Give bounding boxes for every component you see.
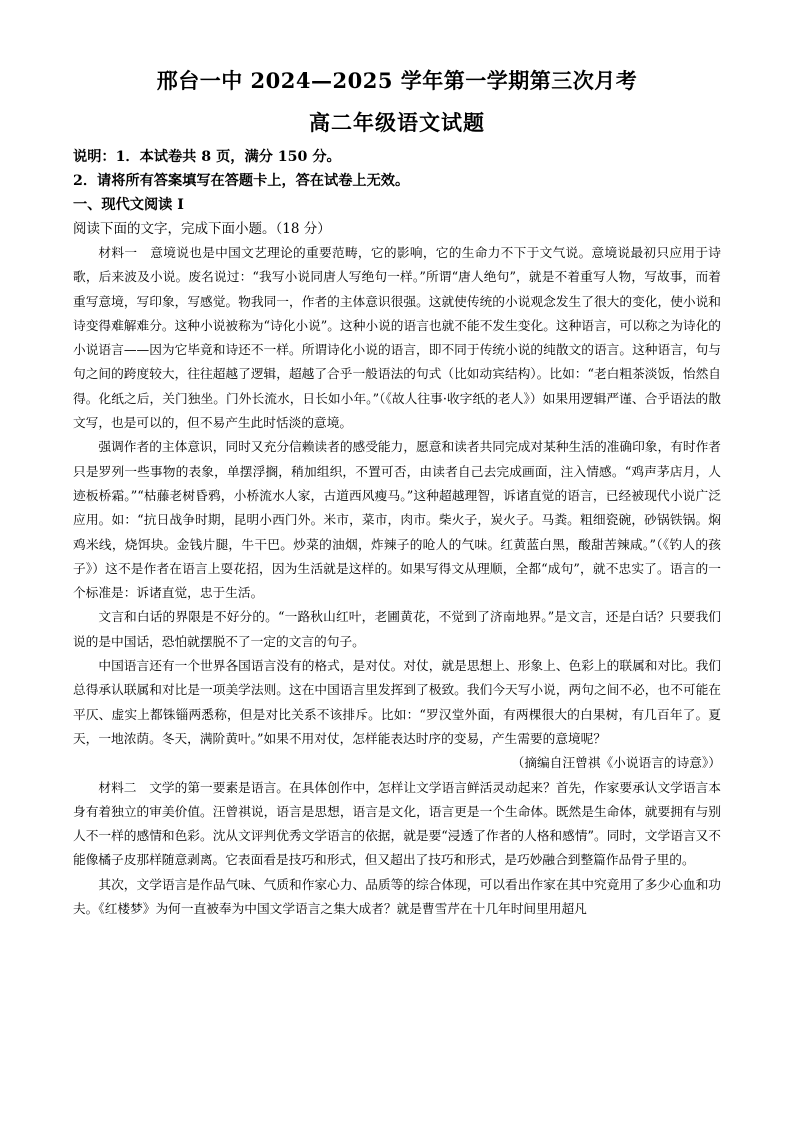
passage-source: （摘编自汪曾祺《小说语言的诗意》） <box>511 755 721 771</box>
instruction-line-2: 2．请将所有答案填写在答题卡上，答在试卷上无效。 <box>73 173 410 189</box>
passage-paragraph-2: 强调作者的主体意识，同时又充分信赖读者的感受能力，愿意和读者共同完成对某种生活的准确印象，有时作者只是罗列一些事物的表象，单摆浮搁，稍加组织，不置可否，由读者自己去完成画面，注入情感。“鸡声茅店月，人迹板桥霜。”“枯藤老树昏鸦，小桥流水人家，古道西风瘦马。”这种超越理智，诉诸直觉的语言，已经被现代小说广泛应用。如：“抗日战争时期，昆明小西门外。米市，菜市，肉市。柴火子，炭火子。马粪。粗细瓷碗，砂锅铁锅。焖鸡米线，烧饵块。金钱片腿，牛干巴。炒菜的油烟，炸辣子的呛人的气味。红黄蓝白黑，酸甜苦辣咸。”（《钓人的孩子》）这不是作者在语言上耍花招，因为生活就是这样的。如果写得文从理顺，全都“成句”，就不忠实了。语言的一个标准是：诉诸直觉，忠于生活。 <box>73 439 721 601</box>
instruction-line-1: 说明：1．本试卷共 8 页，满分 150 分。 <box>73 149 341 165</box>
exam-body <box>73 145 721 921</box>
section-heading: 一、现代文阅读 I <box>73 197 184 213</box>
passage-paragraph-4: 中国语言还有一个世界各国语言没有的格式，是对仗。对仗，就是思想上、形象上、色彩上的联属和对比。我们总得承认联属和对比是一项美学法则。这在中国语言里发挥到了极致。我们今天写小说，两句之间不必，也不可能在平仄、虚实上都铢锱两悉称，但是对比关系不该排斥。比如：“罗汉堂外面，有两棵很大的白果树，有几百年了。夏天，一地浓荫。冬天，满阶黄叶。”如果不用对仗，怎样能表达时序的变易，产生需要的意境呢？ <box>73 658 721 746</box>
exam-title: 邢台一中 2024—2025 学年第一学期第三次月考 <box>156 68 638 93</box>
passage-paragraph-1: 材料一 意境说也是中国文艺理论的重要范畴，它的影响，它的生命力不下于文气说。意境说最初只应用于诗歌，后来波及小说。废名说过：“我写小说同唐人写绝句一样。”所谓“唐人绝句”，就是不着重写人物，写故事，而着重写意境，写印象，写感觉。物我同一，作者的主体意识很强。这就使传统的小说观念发生了很大的变化，使小说和诗变得难解难分。这种小说被称为“诗化小说”。这种小说的语言也就不能不发生变化。这种语言，可以称之为诗化的小说语言——因为它毕竟和诗还不一样。所谓诗化小说的语言，即不同于传统小说的纯散文的语言。这种语言，句与句之间的跨度较大，往往超越了逻辑，超越了合乎一般语法的句式（比如动宾结构）。比如：“老白粗茶淡饭，怡然自得。化纸之后，关门独坐。门外长流水，日长如小年。”（《故人往事·收字纸的老人》）如果用逻辑严谨、合乎语法的散文写，也是可以的，但不易产生此时恬淡的意境。 <box>73 245 721 431</box>
section-prompt: 阅读下面的文字，完成下面小题。（18 分） <box>73 221 331 237</box>
passage-paragraph-6: 其次，文学语言是作品气味、气质和作家心力、品质等的综合体现，可以看出作家在其中究竟用了多少心血和功夫。《红楼梦》为何一直被奉为中国文学语言之集大成者？就是曹雪芹在十几年时间里用超凡 <box>73 876 721 917</box>
exam-subtitle: 高二年级语文试题 <box>309 110 485 135</box>
passage-paragraph-3: 文言和白话的界限是不好分的。“一路秋山红叶，老圃黄花，不觉到了济南地界。”是文言，还是白话？只要我们说的是中国话，恐怕就摆脱不了一定的文言的句子。 <box>73 609 721 649</box>
passage-paragraph-5: 材料二 文学的第一要素是语言。在具体创作中，怎样让文学语言鲜活灵动起来？首先，作家要承认文学语言本身有着独立的审美价值。汪曾祺说，语言是思想，语言是文化，语言更是一个生命体。既然是生命体，就要拥有与别人不一样的感情和色彩。沈从文评判优秀文学语言的依据，就是要“浸透了作者的人格和感情”。同时，文学语言又不能像橘子皮那样随意剥离。它表面看是技巧和形式，但又超出了技巧和形式，是巧妙融合到整篇作品骨子里的。 <box>73 779 721 868</box>
